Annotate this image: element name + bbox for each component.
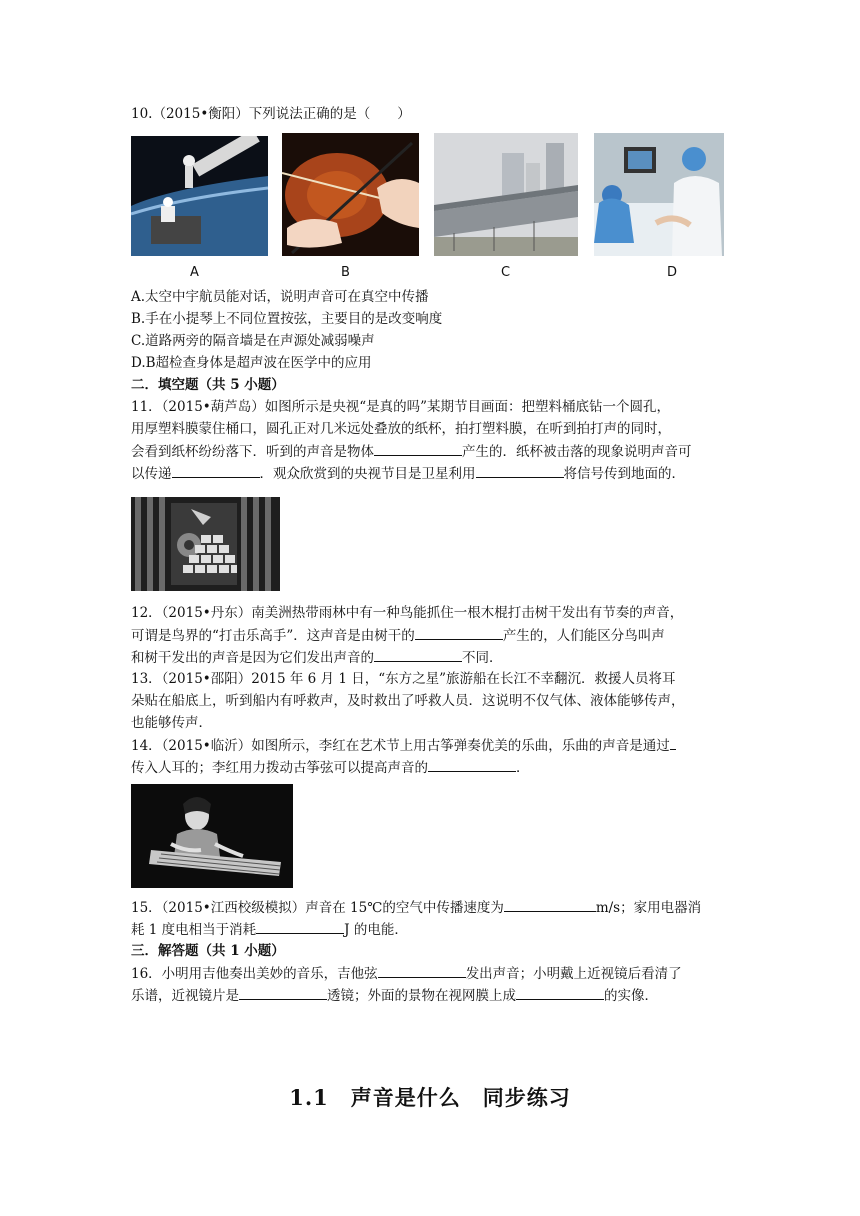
q10-option-d: D.B超检查身体是超声波在医学中的应用 (131, 355, 372, 371)
q11-blank-1[interactable] (374, 441, 462, 456)
q15-text: J 的电能． (344, 922, 408, 938)
q14-image (131, 784, 293, 888)
q13-line-1: 13．（2015•邵阳）2015 年 6 月 1 日，“东方之星”旅游船在长江不幸翻沉．救援人员将耳 (131, 671, 676, 687)
q14-text: ． (516, 760, 530, 776)
q15-text: m/s；家用电器消 (595, 900, 702, 916)
sound-barrier-photo (434, 133, 578, 256)
q10-stem: 10.（2015•衡阳）下列说法正确的是（ ） (131, 106, 411, 122)
paper-cups-tv-photo (131, 497, 280, 591)
q14-text: 传入人耳的；李红用力拨动古筝弦可以提高声音的 (131, 760, 428, 776)
q11-line-4 (131, 463, 685, 484)
q16-blank-1[interactable] (378, 963, 466, 978)
q10-image-a (131, 136, 268, 256)
q14-blank-2[interactable] (428, 757, 516, 772)
q13-line-3: 也能够传声． (131, 715, 212, 731)
q14-blank-1[interactable] (670, 735, 676, 750)
q16-blank-2[interactable] (239, 985, 327, 1000)
q15-text: 耗 1 度电相当于消耗 (131, 922, 257, 938)
q11-line-3 (131, 441, 692, 462)
q16-text: 的实像． (604, 988, 658, 1004)
q10-option-c: C.道路两旁的隔音墙是在声源处减弱噪声 (131, 333, 375, 349)
q10-image-b (282, 133, 419, 256)
q15-blank-1[interactable] (504, 897, 596, 912)
q14-text: 14．（2015•临沂）如图所示，李红在艺术节上用古筝弹奏优美的乐曲，乐曲的声音是通过 (131, 738, 670, 754)
q10-image-d (594, 133, 724, 256)
q16-line-1 (131, 963, 682, 984)
q10-label-a: A (190, 265, 199, 280)
q15-line-2 (131, 919, 408, 940)
guzheng-performer-photo (131, 784, 293, 888)
q16-text: 发出声音；小明戴上近视镜后看清了 (465, 966, 682, 982)
q11-text: 产生的．纸杯被击落的现象说明声音可 (462, 444, 692, 460)
q11-text: 以传递 (131, 466, 172, 482)
q12-line-3 (131, 647, 503, 668)
q14-line-2 (131, 757, 530, 778)
q15-text: 15．（2015•江西校级模拟）声音在 15℃的空气中传播速度为 (131, 900, 504, 916)
q12-blank-1[interactable] (415, 625, 503, 640)
q16-line-2 (131, 985, 658, 1006)
q15-line-1 (131, 897, 701, 918)
q10-label-b: B (341, 265, 350, 280)
section-answer-heading: 三．解答题（共 1 小题） (131, 943, 285, 959)
violin-photo (282, 133, 419, 256)
astronaut-space-photo (131, 136, 268, 256)
q10-label-c: C (501, 265, 511, 280)
q11-text: 会看到纸杯纷纷落下．听到的声音是物体 (131, 444, 374, 460)
q12-text: 和树干发出的声音是因为它们发出声音的 (131, 650, 374, 666)
q12-text: 不同． (462, 650, 503, 666)
q13-line-2: 朵贴在船底上，听到船内有呼救声，及时救出了呼救人员．这说明不仅气体、液体能够传声， (131, 693, 685, 709)
document-title: 1.1 声音是什么 同步练习 (289, 1085, 571, 1110)
q11-blank-2[interactable] (172, 463, 260, 478)
q15-blank-2[interactable] (256, 919, 344, 934)
q12-line-1: 12．（2015•丹东）南美洲热带雨林中有一种鸟能抓住一根木棍打击树干发出有节奏的声音， (131, 605, 684, 621)
q11-text: ．观众欣赏到的央视节目是卫星利用 (259, 466, 476, 482)
q11-blank-3[interactable] (476, 463, 564, 478)
q12-text: 产生的，人们能区分鸟叫声 (502, 628, 665, 644)
ultrasound-exam-photo (594, 133, 724, 256)
q11-line-2: 用厚塑料膜蒙住桶口，圆孔正对几米远处叠放的纸杯，拍打塑料膜，在听到拍打声的同时， (131, 421, 671, 437)
q10-option-a: A.太空中宇航员能对话，说明声音可在真空中传播 (131, 289, 429, 305)
q14-line-1 (131, 735, 676, 756)
q10-image-c (434, 133, 578, 256)
q11-text: 将信号传到地面的． (563, 466, 685, 482)
q16-text: 透镜；外面的景物在视网膜上成 (327, 988, 516, 1004)
q12-line-2 (131, 625, 665, 646)
q10-option-b: B.手在小提琴上不同位置按弦，主要目的是改变响度 (131, 311, 443, 327)
q11-image (131, 497, 280, 591)
q10-label-d: D (667, 265, 678, 280)
q16-blank-3[interactable] (516, 985, 604, 1000)
section-fill-blank-heading: 二．填空题（共 5 小题） (131, 377, 285, 393)
q11-line-1: 11．（2015•葫芦岛）如图所示是央视“是真的吗”某期节目画面：把塑料桶底钻一个圆孔， (131, 399, 671, 415)
q16-text: 16．小明用吉他奏出美妙的音乐，吉他弦 (131, 966, 378, 982)
q16-text: 乐谱，近视镜片是 (131, 988, 239, 1004)
q12-text: 可谓是鸟界的“打击乐高手”．这声音是由树干的 (131, 628, 415, 644)
q12-blank-2[interactable] (374, 647, 462, 662)
